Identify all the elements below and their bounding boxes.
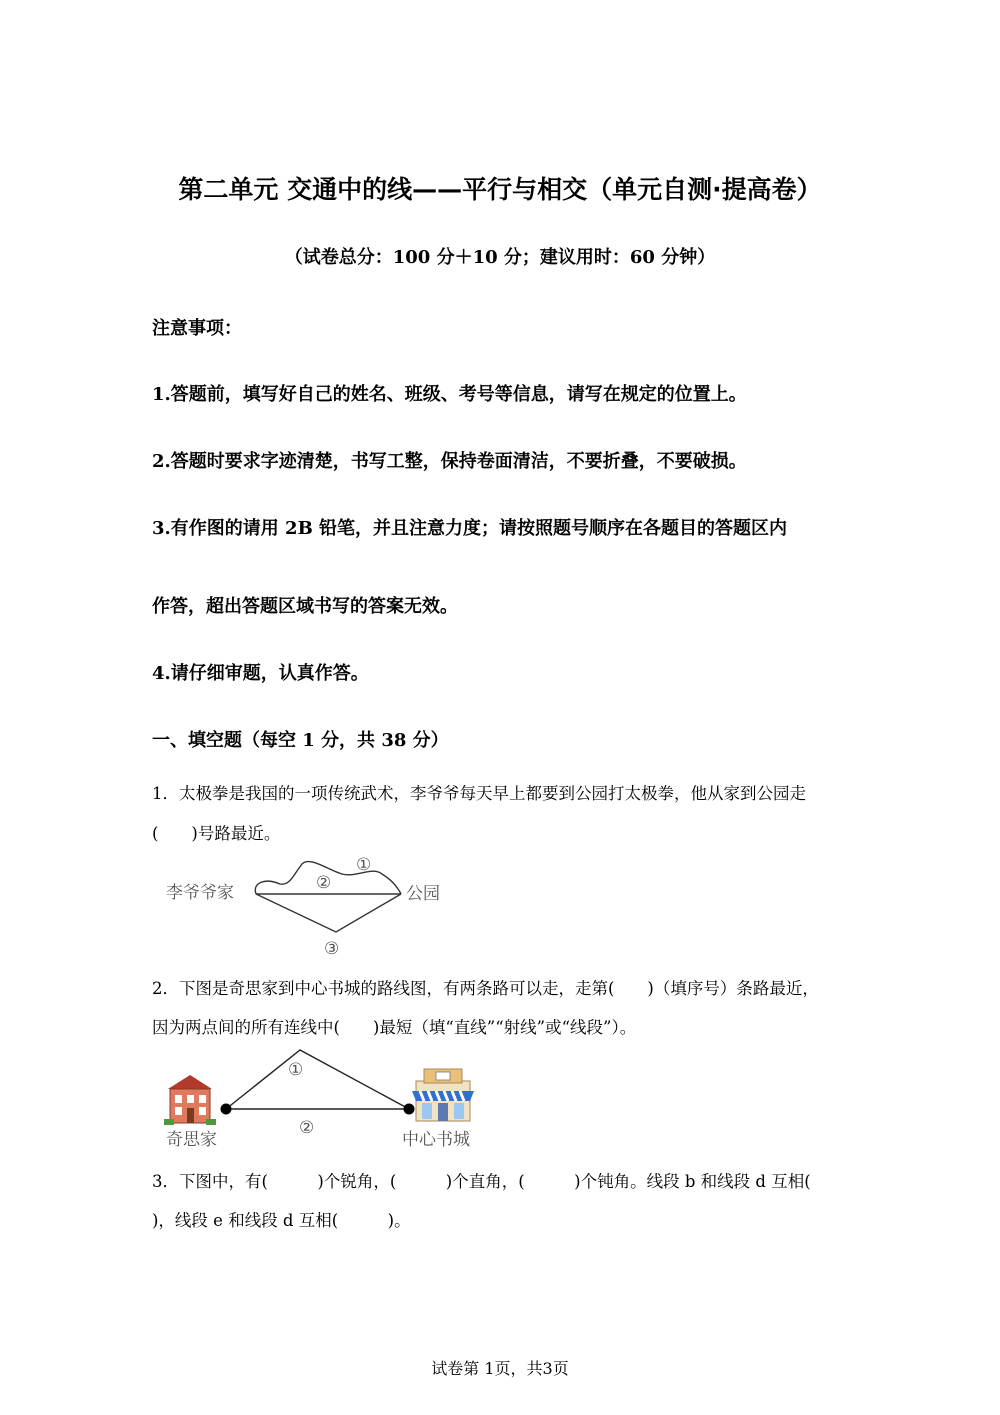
route-diagram-1 [160,852,460,960]
question-1-line-2: ( )号路最近。 [152,824,281,843]
fig2-route-2-label: ② [299,1118,315,1138]
bookstore-icon [412,1069,474,1121]
fig1-park-label: 公园 [406,884,440,904]
fig1-route-3-label: ③ [324,939,340,959]
fig2-route-1 [226,1050,409,1109]
fig2-bookstore-label: 中心书城 [402,1130,470,1150]
note-item-2: 2.答题时要求字迹清楚，书写工整，保持卷面清洁，不要折叠，不要破损。 [152,451,747,472]
notes-heading: 注意事项： [152,318,242,339]
page-title: 第二单元 交通中的线——平行与相交（单元自测·提高卷） [178,175,822,204]
exam-info: （试卷总分：100 分＋10 分；建议用时：60 分钟） [284,247,716,268]
section-heading: 一、填空题（每空 1 分，共 38 分） [152,730,449,751]
page-footer: 试卷第 1页，共3页 [431,1359,569,1378]
question-3-line-2: )，线段 e 和线段 d 互相( )。 [152,1211,411,1230]
question-3-line-1: 3．下图中，有( )个锐角，( )个直角，( )个钝角。线段 b 和线段 d 互相( [152,1172,811,1191]
fig2-point-home [221,1104,232,1115]
fig1-route-2-label: ② [316,873,332,893]
fig2-point-bookstore [404,1104,415,1115]
route-diagram-2 [160,1045,490,1153]
fig1-route-1-label: ① [356,855,372,875]
note-item-3-line-1: 3.有作图的请用 2B 铅笔，并且注意力度；请按照题号顺序在各题目的答题区内 [152,518,788,539]
note-item-4: 4.请仔细审题，认真作答。 [152,663,369,684]
note-item-3-line-2: 作答，超出答题区域书写的答案无效。 [152,596,458,617]
question-2-line-1: 2．下图是奇思家到中心书城的路线图，有两条路可以走，走第( )（填序号）条路最近， [152,979,819,998]
fig2-home-label: 奇思家 [166,1130,217,1150]
note-item-1: 1.答题前，填写好自己的姓名、班级、考号等信息，请写在规定的位置上。 [152,384,747,405]
fig1-home-label: 李爷爷家 [166,883,234,903]
fig1-route-3 [256,894,401,932]
house-icon [164,1075,216,1125]
question-1-line-1: 1．太极拳是我国的一项传统武术，李爷爷每天早上都要到公园打太极拳，他从家到公园走 [152,784,806,803]
question-2-line-2: 因为两点间的所有连线中( )最短（填“直线”“射线”或“线段”）。 [152,1018,637,1037]
fig2-route-1-label: ① [288,1060,304,1080]
